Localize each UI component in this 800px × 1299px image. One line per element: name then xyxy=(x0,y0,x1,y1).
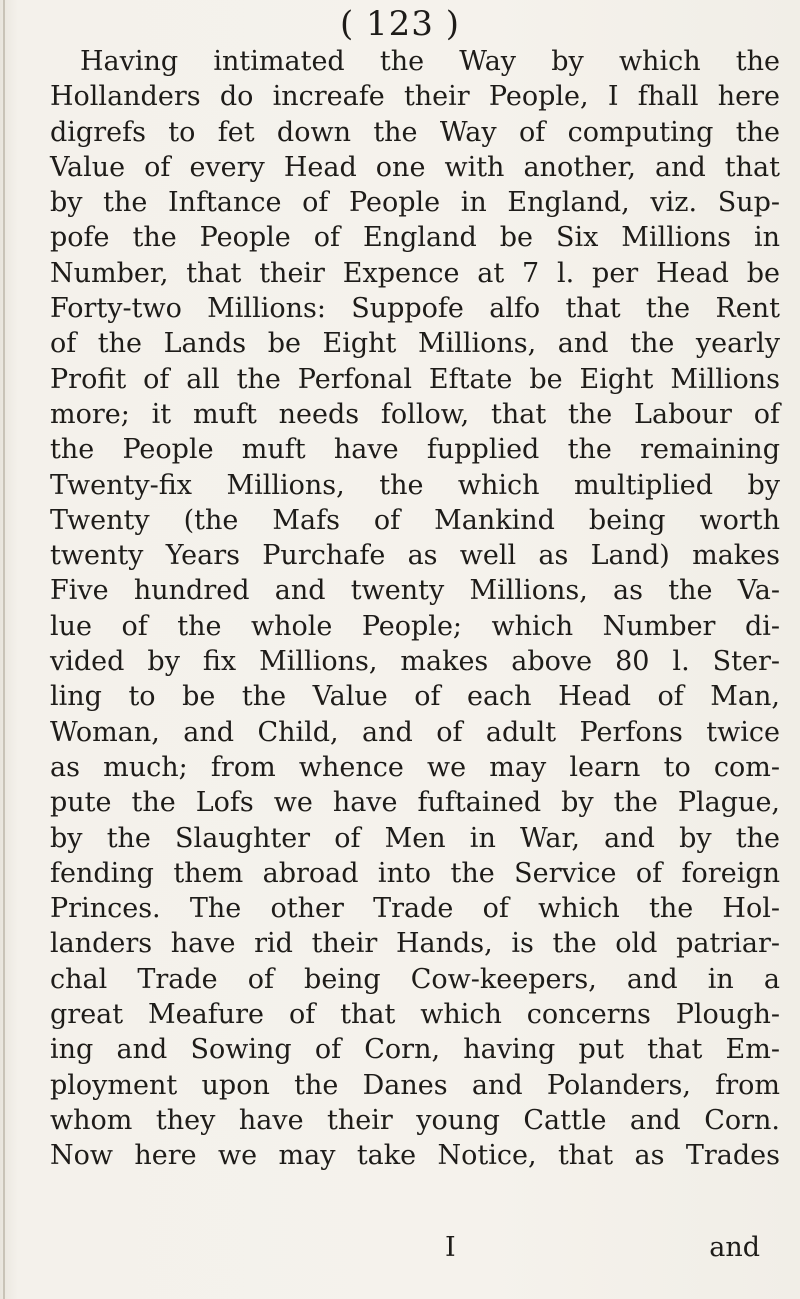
text-line: Profit of all the Perfonal Eftate be Eight Millions xyxy=(50,363,780,395)
text-line: lue of the whole People; which Number di- xyxy=(50,610,780,642)
text-line: Value of every Head one with another, and that xyxy=(50,151,780,183)
text-line: landers have rid their Hands, is the old patriar- xyxy=(50,928,780,960)
text-line: great Meafure of that which concerns Plough- xyxy=(50,999,780,1031)
text-line: ployment upon the Danes and Polanders, from xyxy=(50,1069,780,1101)
body-text xyxy=(50,44,780,1174)
text-line: chal Trade of being Cow-keepers, and in a xyxy=(50,963,780,995)
gutter-line xyxy=(3,0,5,1299)
text-line: Princes. The other Trade of which the Hol- xyxy=(50,893,780,925)
text-line: Five hundred and twenty Millions, as the Va- xyxy=(50,575,780,607)
text-line: as much; from whence we may learn to com- xyxy=(50,751,780,783)
page-number: ( 123 ) xyxy=(339,4,461,44)
text-line: Hollanders do increafe their People, I fhall here xyxy=(50,81,780,113)
text-line: ling to be the Value of each Head of Man, xyxy=(50,681,780,713)
text-line: Now here we may take Notice, that as Trades xyxy=(50,1140,780,1172)
text-line: more; it muft needs follow, that the Labour of xyxy=(50,398,780,430)
text-line: whom they have their young Cattle and Corn. xyxy=(50,1104,780,1136)
text-line: pofe the People of England be Six Millions in xyxy=(50,222,780,254)
text-line: Having intimated the Way by which the xyxy=(80,46,780,77)
text-line: digrefs to fet down the Way of computing the xyxy=(50,116,780,148)
text-line: Forty-two Millions: Suppofe alfo that the Rent xyxy=(50,293,780,325)
text-line: of the Lands be Eight Millions, and the yearly xyxy=(50,328,780,360)
text-line: fending them abroad into the Service of foreign xyxy=(50,857,780,889)
text-line: by the Slaughter of Men in War, and by the xyxy=(50,822,780,854)
text-line: Twenty-fix Millions, the which multiplied by xyxy=(50,469,780,501)
text-line: Twenty (the Mafs of Mankind being worth xyxy=(50,504,780,536)
text-line: vided by fix Millions, makes above 80 l. Ster- xyxy=(50,646,780,678)
catchword: and xyxy=(709,1232,760,1263)
text-line: the People muft have fupplied the remaining xyxy=(50,434,780,466)
text-line: pute the Lofs we have fuftained by the Plague, xyxy=(50,787,780,819)
text-line: by the Inftance of People in England, viz. Sup- xyxy=(50,187,780,219)
text-line: twenty Years Purchafe as well as Land) makes xyxy=(50,540,780,572)
signature-mark: I xyxy=(445,1232,456,1263)
text-line: Number, that their Expence at 7 l. per Head be xyxy=(50,257,780,289)
text-line: Woman, and Child, and of adult Perfons twice xyxy=(50,716,780,748)
footer-row xyxy=(50,1230,780,1266)
text-line: ing and Sowing of Corn, having put that Em- xyxy=(50,1034,780,1066)
